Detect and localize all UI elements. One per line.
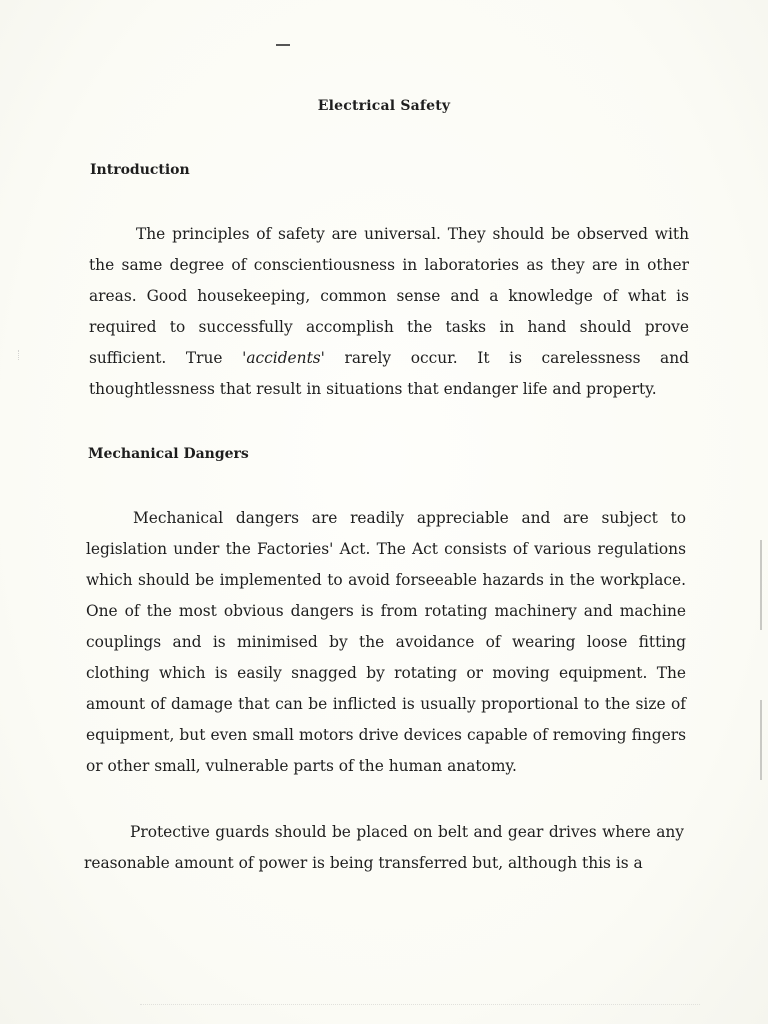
paragraph-text: rarely occur. It is carelessness and thoughtlessness that result in situations that endanger life and property. [89,349,689,398]
scan-edge-line [760,540,762,630]
scan-edge-line [760,700,762,780]
section-heading-mechanical-dangers: Mechanical Dangers [88,446,249,462]
scan-noise [140,1004,700,1006]
scan-speck [18,350,27,360]
paragraph-protective-guards: Protective guards should be placed on belt and gear drives where any reasonable amount of power is being transferred but, although this is a [84,823,684,872]
scan-mark [276,44,290,46]
paragraph-introduction [89,219,689,405]
paragraph-text: The principles of safety are universal. They should be observed with the same degree of conscientiousness in laboratories as they are in other areas. Good housekeeping, common sense and a knowledge of what is required to successfully accomplish the tasks in hand should prove sufficient. True [89,225,689,367]
emphasized-word: 'accidents' [242,349,325,367]
paragraph-mechanical-dangers: Mechanical dangers are readily appreciable and are subject to legislation under the Factories' Act. The Act consists of various regulations which should be implemented to avoid forseeable hazards in the workplace. One of the most obvious dangers is from rotating machinery and machine couplings and is minimised by the avoidance of wearing loose fitting clothing which is easily snagged by rotating or moving equipment. The amount of damage that can be inflicted is usually proportional to the size of equipment, but even small motors drive devices capable of removing fingers or other small, vulnerable parts of the human anatomy. [86,509,686,775]
document-title: Electrical Safety [317,98,451,114]
section-heading-introduction: Introduction [90,162,190,178]
